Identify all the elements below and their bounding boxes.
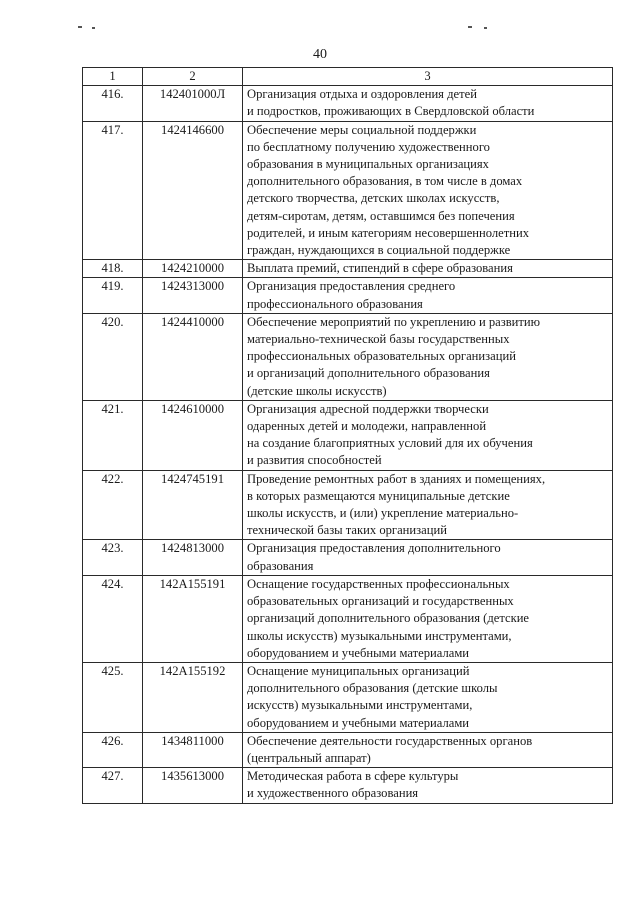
description-line: школы искусств, и (или) укрепление материально- — [247, 506, 519, 521]
table-row — [83, 86, 613, 121]
table-row — [83, 540, 613, 575]
description-line: профессионального образования — [247, 296, 423, 311]
table-row — [83, 121, 613, 260]
description-line: детского творчества, детских школах искусств, — [247, 191, 500, 206]
row-number: 425. — [83, 662, 143, 732]
row-description — [243, 400, 613, 470]
description-line: родителей, и иным категориям несовершеннолетних — [247, 225, 530, 240]
row-description — [243, 768, 613, 803]
row-code: 1424210000 — [143, 260, 243, 278]
scan-artifact — [92, 27, 95, 29]
row-number: 421. — [83, 400, 143, 470]
description-line: Методическая работа в сфере культуры — [247, 769, 459, 784]
page-number: 40 — [313, 47, 327, 62]
column-header-number: 1 — [83, 68, 143, 86]
row-description — [243, 575, 613, 662]
description-line: и развития способностей — [247, 453, 382, 468]
description-line: и организаций дополнительного образования — [247, 366, 490, 381]
table-body — [83, 86, 613, 803]
description-line: и подростков, проживающих в Свердловской области — [247, 104, 535, 119]
scan-artifact — [468, 26, 472, 28]
description-line: оборудованием и учебными материалами — [247, 715, 470, 730]
description-line: и художественного образования — [247, 786, 419, 801]
table-row — [83, 662, 613, 732]
row-number: 417. — [83, 121, 143, 260]
row-code: 1424745191 — [143, 470, 243, 540]
description-line: дополнительного образования, в том числе в домах — [247, 174, 523, 189]
row-code: 1435613000 — [143, 768, 243, 803]
description-line: Обеспечение мероприятий по укреплению и развитию — [247, 314, 541, 329]
row-description — [243, 278, 613, 313]
table-row — [83, 278, 613, 313]
table-header — [83, 68, 613, 86]
table-row — [83, 260, 613, 278]
row-number: 423. — [83, 540, 143, 575]
description-line: образовательных организаций и государственных — [247, 594, 514, 609]
description-line: (детские школы искусств) — [247, 383, 387, 398]
row-number: 424. — [83, 575, 143, 662]
description-line: оборудованием и учебными материалами — [247, 645, 470, 660]
description-line: Организация предоставления дополнительного — [247, 541, 501, 556]
row-code: 142A155192 — [143, 662, 243, 732]
description-line: Организация предоставления среднего — [247, 279, 456, 294]
table-row — [83, 575, 613, 662]
description-line: профессиональных образовательных организаций — [247, 349, 516, 364]
row-number: 427. — [83, 768, 143, 803]
description-line: Организация адресной поддержки творчески — [247, 401, 489, 416]
row-code: 1434811000 — [143, 732, 243, 767]
description-line: по бесплатному получению художественного — [247, 139, 490, 154]
scan-artifact — [484, 27, 487, 29]
row-code: 142401000Л — [143, 86, 243, 121]
column-header-name: 3 — [243, 68, 613, 86]
table-row — [83, 470, 613, 540]
description-line: детям-сиротам, детям, оставшимся без попечения — [247, 208, 515, 223]
header-row — [83, 68, 613, 86]
table-row — [83, 400, 613, 470]
row-number: 426. — [83, 732, 143, 767]
budget-codes-table — [82, 67, 613, 804]
description-line: граждан, нуждающихся в социальной поддержке — [247, 243, 511, 258]
description-line: в которых размещаются муниципальные детские — [247, 488, 510, 503]
row-code: 1424610000 — [143, 400, 243, 470]
row-code: 142A155191 — [143, 575, 243, 662]
description-line: школы искусств) музыкальными инструментами, — [247, 628, 512, 643]
description-line: Выплата премий, стипендий в сфере образования — [247, 261, 513, 276]
description-line: (центральный аппарат) — [247, 750, 371, 765]
row-number: 416. — [83, 86, 143, 121]
row-number: 422. — [83, 470, 143, 540]
description-line: Обеспечение меры социальной поддержки — [247, 122, 477, 137]
row-number: 419. — [83, 278, 143, 313]
row-code: 1424813000 — [143, 540, 243, 575]
description-line: Проведение ремонтных работ в зданиях и помещениях, — [247, 471, 546, 486]
scan-artifact — [78, 26, 82, 28]
description-line: Обеспечение деятельности государственных органов — [247, 733, 533, 748]
description-line: образования в муниципальных организациях — [247, 157, 489, 172]
row-description — [243, 732, 613, 767]
row-description — [243, 121, 613, 260]
description-line: дополнительного образования (детские школы — [247, 681, 498, 696]
description-line: образования — [247, 558, 314, 573]
description-line: одаренных детей и молодежи, направленной — [247, 419, 487, 434]
table-row — [83, 313, 613, 400]
row-description — [243, 313, 613, 400]
column-header-code: 2 — [143, 68, 243, 86]
row-number: 420. — [83, 313, 143, 400]
row-description — [243, 540, 613, 575]
row-description — [243, 662, 613, 732]
row-description — [243, 470, 613, 540]
row-description — [243, 86, 613, 121]
description-line: Оснащение государственных профессиональных — [247, 576, 510, 591]
row-number: 418. — [83, 260, 143, 278]
row-description — [243, 260, 613, 278]
description-line: организаций дополнительного образования (детские — [247, 611, 530, 626]
description-line: технической базы таких организаций — [247, 523, 447, 538]
description-line: Организация отдыха и оздоровления детей — [247, 87, 477, 102]
description-line: искусств) музыкальными инструментами, — [247, 698, 473, 713]
description-line: на создание благоприятных условий для их обучения — [247, 436, 533, 451]
table-row — [83, 768, 613, 803]
description-line: материально-технической базы государственных — [247, 332, 510, 347]
row-code: 1424410000 — [143, 313, 243, 400]
row-code: 1424146600 — [143, 121, 243, 260]
table-row — [83, 732, 613, 767]
description-line: Оснащение муниципальных организаций — [247, 663, 470, 678]
row-code: 1424313000 — [143, 278, 243, 313]
